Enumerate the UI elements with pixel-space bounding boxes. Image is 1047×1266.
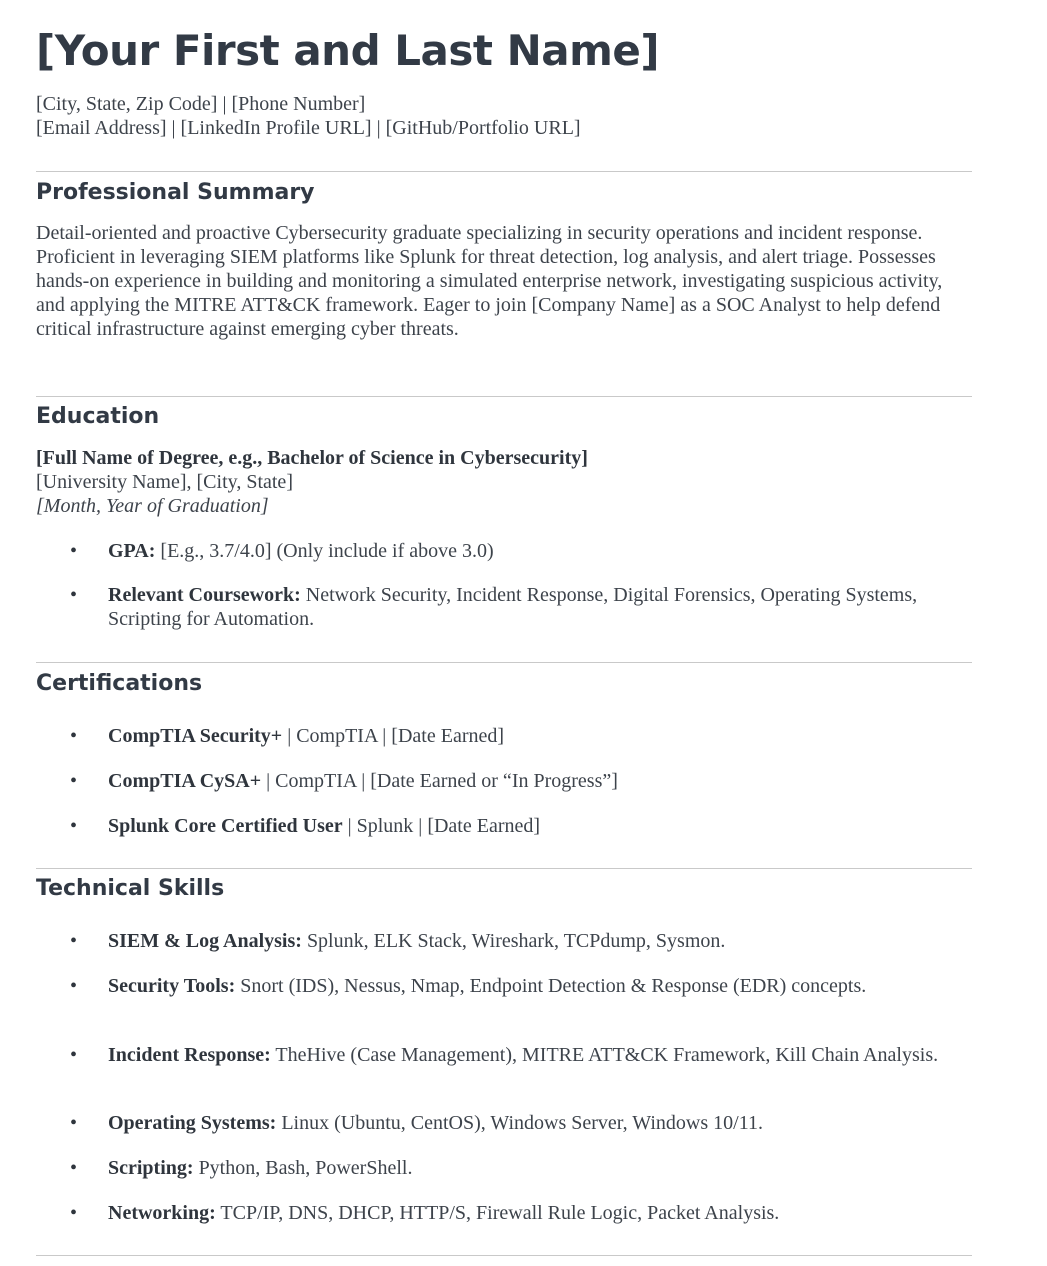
item-label: CompTIA Security+ bbox=[108, 725, 283, 747]
item-label: GPA: bbox=[108, 540, 156, 562]
item-label: Splunk Core Certified User bbox=[108, 815, 343, 837]
certifications-heading: Certifications bbox=[36, 671, 203, 696]
item-text: TCP/IP, DNS, DHCP, HTTP/S, Firewall Rule Logic, Packet Analysis. bbox=[215, 1202, 780, 1224]
bullet-icon: • bbox=[70, 815, 78, 837]
bullet-icon: • bbox=[70, 770, 78, 792]
item-text: | CompTIA | [Date Earned or “In Progress”] bbox=[261, 770, 618, 792]
education-heading: Education bbox=[36, 404, 160, 429]
item-label: Incident Response: bbox=[108, 1044, 271, 1066]
skills-heading: Technical Skills bbox=[36, 876, 225, 901]
school-name: [University Name], [City, State] bbox=[36, 471, 293, 493]
item-text: Python, Bash, PowerShell. bbox=[193, 1157, 413, 1179]
contact-line-location-phone: [City, State, Zip Code] | [Phone Number] bbox=[36, 93, 366, 115]
bullet-icon: • bbox=[70, 1202, 78, 1224]
item-text: | CompTIA | [Date Earned] bbox=[282, 725, 505, 747]
bullet-icon: • bbox=[70, 1044, 78, 1066]
bullet-icon: • bbox=[70, 1112, 78, 1134]
item-label: Scripting: bbox=[108, 1157, 194, 1179]
item-label: Relevant Coursework: bbox=[108, 584, 301, 606]
item-text: | Splunk | [Date Earned] bbox=[342, 815, 541, 837]
degree-title: [Full Name of Degree, e.g., Bachelor of Science in Cybersecurity] bbox=[36, 447, 588, 469]
item-label: Security Tools: bbox=[108, 975, 236, 997]
bullet-icon: • bbox=[70, 930, 78, 952]
item-text: TheHive (Case Management), MITRE ATT&CK Framework, Kill Chain Analysis. bbox=[270, 1044, 939, 1066]
section-divider bbox=[36, 1255, 972, 1256]
bullet-icon: • bbox=[70, 975, 78, 997]
item-text: Linux (Ubuntu, CentOS), Windows Server, Windows 10/11. bbox=[276, 1112, 763, 1134]
item-text: [E.g., 3.7/4.0] (Only include if above 3.0) bbox=[155, 540, 494, 562]
bullet-icon: • bbox=[70, 725, 78, 747]
section-divider bbox=[36, 662, 972, 663]
candidate-name: [Your First and Last Name] bbox=[36, 26, 660, 75]
item-text: Network Security, Incident Response, Digital Forensics, Operating Systems, Scripting for Automation. bbox=[108, 584, 918, 630]
section-divider bbox=[36, 868, 972, 869]
contact-line-online: [Email Address] | [LinkedIn Profile URL] | [GitHub/Portfolio URL] bbox=[36, 117, 581, 139]
summary-text: Detail-oriented and proactive Cybersecurity graduate specializing in security operations and incident response. Proficient in leveraging SIEM platforms like Splunk for threat detection, log analysis, and alert triage. Possesses hands-on experience in building and monitoring a simulated enterprise network, investigating suspicious activity, and applying the MITRE ATT&CK framework. Eager to join [Company Name] as a SOC Analyst to help defend critical infrastructure against emerging cyber threats. bbox=[36, 222, 943, 340]
item-text: Snort (IDS), Nessus, Nmap, Endpoint Detection & Response (EDR) concepts. bbox=[235, 975, 867, 997]
contact-block bbox=[36, 92, 581, 140]
graduation-date: [Month, Year of Graduation] bbox=[36, 495, 269, 517]
item-label: Networking: bbox=[108, 1202, 216, 1224]
section-divider bbox=[36, 396, 972, 397]
bullet-icon: • bbox=[70, 1157, 78, 1179]
item-label: CompTIA CySA+ bbox=[108, 770, 262, 792]
item-label: SIEM & Log Analysis: bbox=[108, 930, 302, 952]
item-label: Operating Systems: bbox=[108, 1112, 277, 1134]
section-divider bbox=[36, 171, 972, 172]
item-text: Splunk, ELK Stack, Wireshark, TCPdump, Sysmon. bbox=[301, 930, 726, 952]
summary-heading: Professional Summary bbox=[36, 180, 315, 205]
bullet-icon: • bbox=[70, 584, 78, 606]
education-entry bbox=[36, 446, 588, 518]
bullet-icon: • bbox=[70, 540, 78, 562]
